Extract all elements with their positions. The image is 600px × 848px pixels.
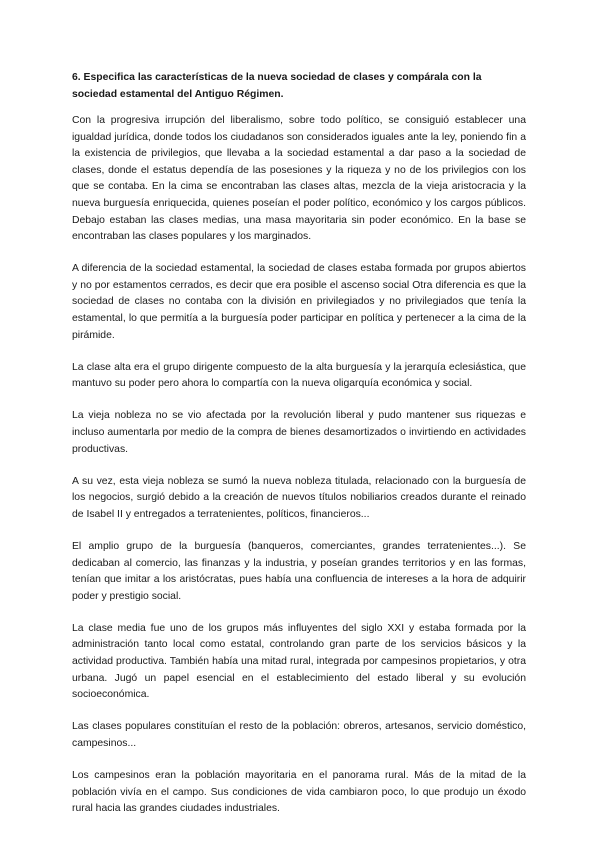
paragraph-clases-populares: Las clases populares constituían el resto de la población: obreros, artesanos, servicio doméstico, campesinos...	[72, 721, 526, 749]
question-heading: 6. Especifica las características de la nueva sociedad de clases y compárala con la sociedad estamental del Antiguo Régimen.	[72, 72, 482, 100]
paragraph-liberalismo: Con la progresiva irrupción del liberalismo, sobre todo político, se consiguió establecer una igualdad jurídica, donde todos los ciudadanos son considerados iguales ante la ley, poniendo fin a la existencia de privilegios, que llevaba a la sociedad estamental a dar paso a la sociedad de clases, donde el estatus dependía de las posesiones y la riqueza y no de los privilegios con los que se contaba. En la cima se encontraban las clases altas, mezcla de la vieja aristocracia y la nueva burguesía enriquecida, quienes poseían el poder político, económico y los cargos públicos. Debajo estaban las clases medias, una masa mayoritaria sin poder económico. En la base se encontraban las clases populares y los marginados.	[72, 115, 526, 243]
document-page	[72, 70, 526, 833]
paragraph-nueva-nobleza: A su vez, esta vieja nobleza se sumó la nueva nobleza titulada, relacionado con la burguesía de los negocios, surgió debido a la creación de nuevos títulos nobiliarios creados durante el reinado de Isabel II y entregados a terratenientes, políticos, financieros...	[72, 475, 526, 520]
paragraph-diferencia: A diferencia de la sociedad estamental, la sociedad de clases estaba formada por grupos abiertos y no por estamentos cerrados, es decir que era posible el ascenso social Otra diferencia es que la sociedad de clases no contaba con la división en privilegiados y no privilegiados que tenía la estamental, lo que permitía a la burguesía poder participar en política y pertenecer a la cima de la pirámide.	[72, 263, 526, 341]
paragraph-clase-alta: La clase alta era el grupo dirigente compuesto de la alta burguesía y la jerarquía eclesiástica, que mantuvo su poder pero ahora lo compartía con la nueva oligarquía económica y social.	[72, 361, 526, 390]
paragraph-clase-media: La clase media fue uno de los grupos más influyentes del siglo XXI y estaba formada por la administración tanto local como estatal, controlando gran parte de los servicios básicos y la actividad productiva. También había una mitad rural, integrada por campesinos propietarios, y otra urbana. Jugó un papel esencial en el establecimiento del estado liberal y su evolución socioeconómica.	[72, 622, 526, 701]
paragraph-vieja-nobleza: La vieja nobleza no se vio afectada por la revolución liberal y pudo mantener sus riquezas e incluso aumentarla por medio de la compra de bienes desamortizados o invirtiendo en actividades productivas.	[72, 410, 526, 455]
paragraph-burguesia: El amplio grupo de la burguesía (banqueros, comerciantes, grandes terratenientes...). Se dedicaban al comercio, las finanzas y la industria, y poseían grandes territorios y en las formas, tenían que imitar a los aristócratas, pues había una confluencia de intereses a la hora de adquirir poder y prestigio social.	[72, 540, 526, 602]
paragraph-campesinos: Los campesinos eran la población mayoritaria en el panorama rural. Más de la mitad de la población vivía en el campo. Sus condiciones de vida cambiaron poco, lo que produjo un éxodo rural hacia las grandes ciudades industriales.	[72, 770, 526, 815]
